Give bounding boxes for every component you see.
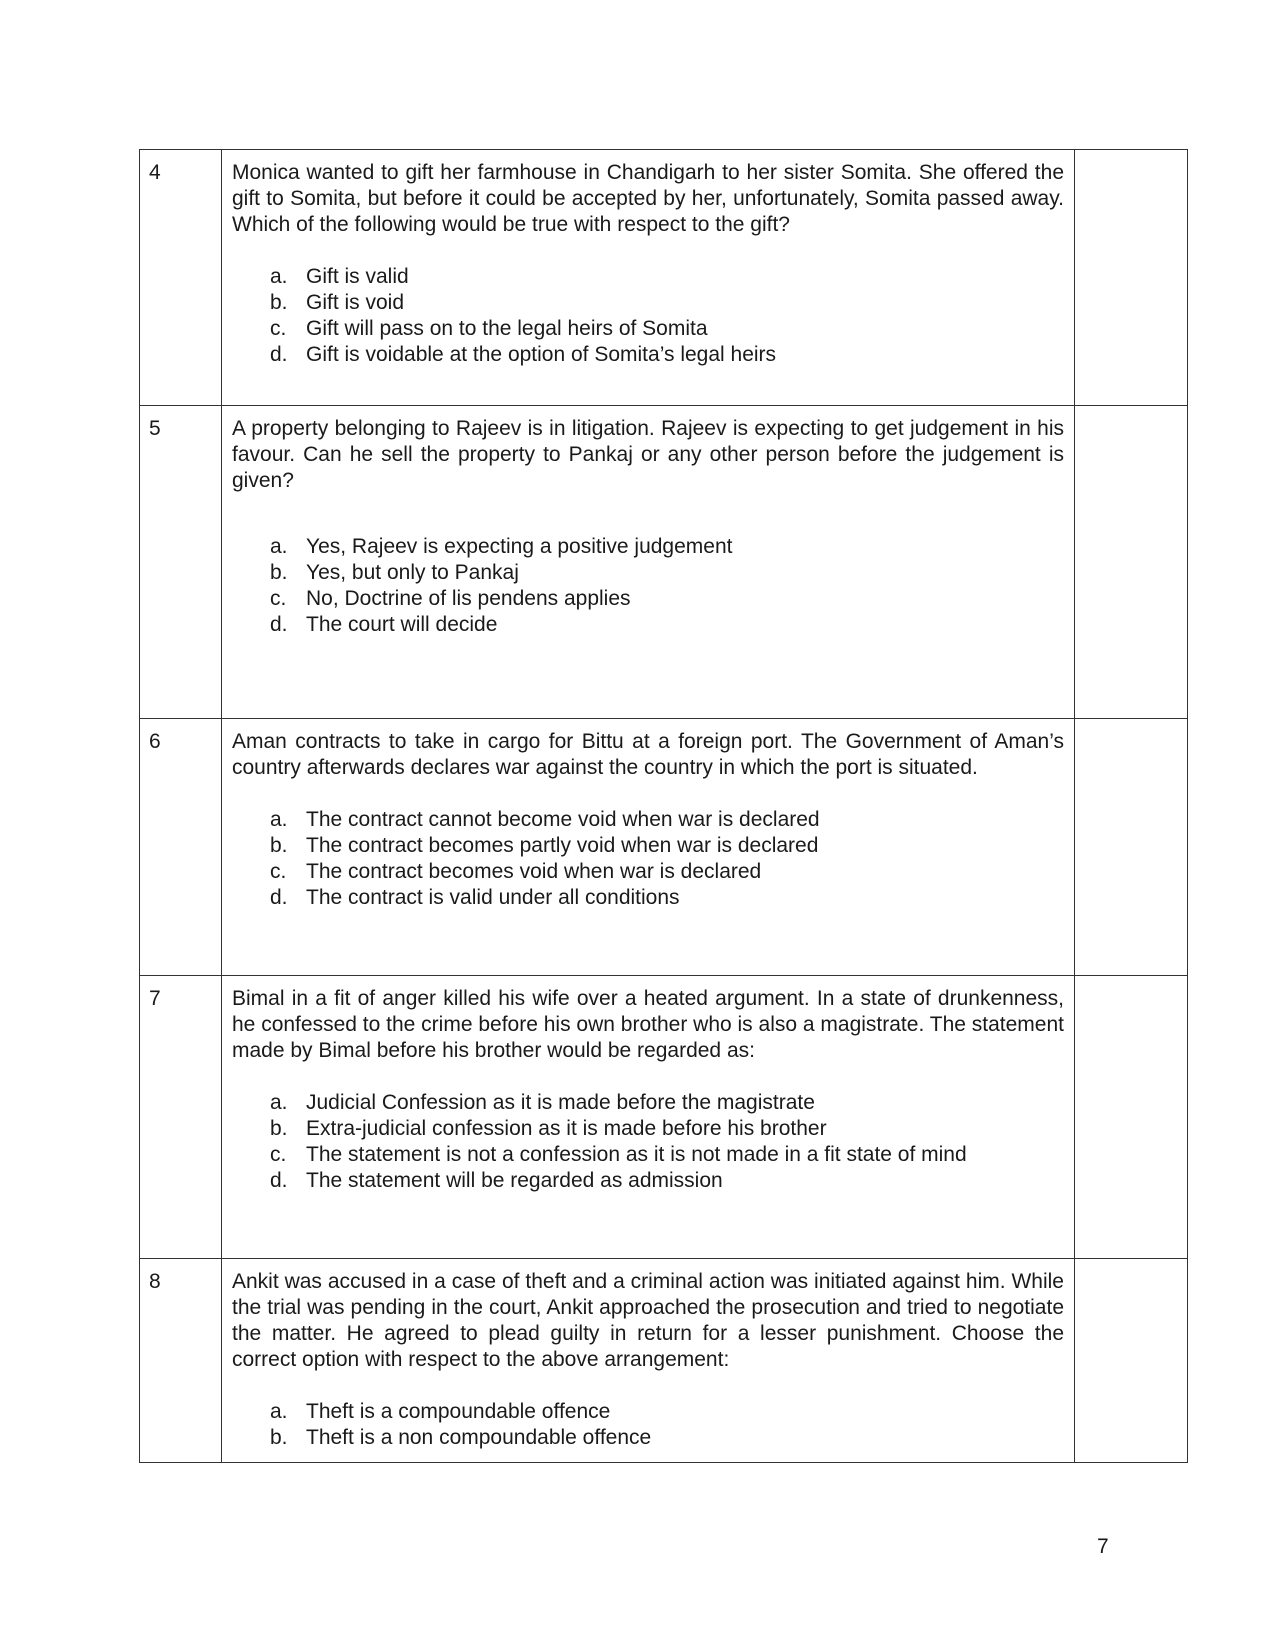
option-letter: d. <box>270 1169 288 1192</box>
option-letter: a. <box>270 808 288 831</box>
option-letter: d. <box>270 343 288 366</box>
option-letter: c. <box>270 1143 287 1166</box>
option-item <box>270 560 1064 586</box>
option-text: The contract cannot become void when war is declared <box>306 808 820 831</box>
option-text: The contract becomes partly void when war is declared <box>306 834 819 857</box>
option-item <box>270 586 1064 612</box>
option-letter: a. <box>270 1400 288 1423</box>
option-text: Extra-judicial confession as it is made before his brother <box>306 1117 827 1140</box>
question-number: 8 <box>149 1270 161 1293</box>
option-text: The statement will be regarded as admission <box>306 1169 723 1192</box>
option-item <box>270 264 1064 290</box>
option-item <box>270 612 1064 638</box>
option-item <box>270 1399 1064 1425</box>
answer-cell <box>1075 1259 1188 1463</box>
questions-table <box>139 149 1188 1463</box>
question-number: 6 <box>149 730 161 753</box>
option-item <box>270 290 1064 316</box>
option-item <box>270 833 1064 859</box>
answer-cell <box>1075 976 1188 1259</box>
question-number-cell <box>140 1259 222 1463</box>
question-number-cell <box>140 976 222 1259</box>
question-text: Monica wanted to gift her farmhouse in Chandigarh to her sister Somita. She offered the gift to Somita, but before it could be accepted by her, unfortunately, Somita passed away. Which of the following would be true with respect to the gift? <box>232 161 1064 236</box>
option-text: Theft is a non compoundable offence <box>306 1426 652 1449</box>
answer-cell <box>1075 150 1188 406</box>
question-content-cell <box>222 406 1075 719</box>
question-row <box>140 406 1188 719</box>
question-row <box>140 150 1188 406</box>
option-text: Gift is void <box>306 291 405 314</box>
option-letter: c. <box>270 587 287 610</box>
question-text: Ankit was accused in a case of theft and a criminal action was initiated against him. While the trial was pending in the court, Ankit approached the prosecution and tried to negotiate the matter. He agreed to plead guilty in return for a lesser punishment. Choose the correct option with respect to the above arrangement: <box>232 1270 1064 1371</box>
question-number: 5 <box>149 417 161 440</box>
option-letter: b. <box>270 291 288 314</box>
option-item <box>270 1425 1064 1451</box>
question-content-cell <box>222 150 1075 406</box>
option-letter: b. <box>270 1117 288 1140</box>
option-text: The contract becomes void when war is declared <box>306 860 762 883</box>
option-letter: a. <box>270 535 288 558</box>
option-letter: d. <box>270 613 288 636</box>
option-letter: a. <box>270 265 288 288</box>
question-row <box>140 719 1188 976</box>
option-text: Gift is voidable at the option of Somita’s legal heirs <box>306 343 777 366</box>
question-number-cell <box>140 719 222 976</box>
option-item <box>270 1116 1064 1142</box>
answer-cell <box>1075 406 1188 719</box>
question-row <box>140 976 1188 1259</box>
question-number-cell <box>140 406 222 719</box>
option-letter: d. <box>270 886 288 909</box>
option-item <box>270 807 1064 833</box>
question-content-cell <box>222 976 1075 1259</box>
option-letter: b. <box>270 561 288 584</box>
option-item <box>270 316 1064 342</box>
options-list <box>232 1090 1064 1194</box>
option-item <box>270 1142 1064 1168</box>
question-text: A property belonging to Rajeev is in litigation. Rajeev is expecting to get judgement in his favour. Can he sell the property to Pankaj or any other person before the judgement is given? <box>232 417 1064 492</box>
question-number: 4 <box>149 161 161 184</box>
question-content-cell <box>222 1259 1075 1463</box>
option-text: The statement is not a confession as it is not made in a fit state of mind <box>306 1143 967 1166</box>
options-list <box>232 807 1064 911</box>
option-letter: a. <box>270 1091 288 1114</box>
option-letter: b. <box>270 834 288 857</box>
option-item <box>270 885 1064 911</box>
option-letter: b. <box>270 1426 288 1449</box>
question-row <box>140 1259 1188 1463</box>
option-text: Yes, but only to Pankaj <box>306 561 519 584</box>
answer-cell <box>1075 719 1188 976</box>
option-item <box>270 859 1064 885</box>
options-list <box>232 1399 1064 1451</box>
option-letter: c. <box>270 317 287 340</box>
option-text: Judicial Confession as it is made before the magistrate <box>306 1091 815 1114</box>
options-list <box>232 264 1064 368</box>
option-letter: c. <box>270 860 287 883</box>
question-number: 7 <box>149 987 161 1010</box>
options-list <box>232 534 1064 638</box>
option-item <box>270 1168 1064 1194</box>
option-text: No, Doctrine of lis pendens applies <box>306 587 631 610</box>
option-text: The court will decide <box>306 613 498 636</box>
page-number: 7 <box>1097 1535 1109 1558</box>
option-text: Gift is valid <box>306 265 409 288</box>
option-item <box>270 534 1064 560</box>
question-content-cell <box>222 719 1075 976</box>
option-text: Yes, Rajeev is expecting a positive judgement <box>306 535 733 558</box>
option-item <box>270 342 1064 368</box>
question-text: Aman contracts to take in cargo for Bittu at a foreign port. The Government of Aman’s country afterwards declares war against the country in which the port is situated. <box>232 730 1064 779</box>
option-item <box>270 1090 1064 1116</box>
question-number-cell <box>140 150 222 406</box>
option-text: The contract is valid under all conditions <box>306 886 680 909</box>
question-text: Bimal in a fit of anger killed his wife over a heated argument. In a state of drunkenness, he confessed to the crime before his own brother who is also a magistrate. The statement made by Bimal before his brother would be regarded as: <box>232 987 1064 1062</box>
option-text: Theft is a compoundable offence <box>306 1400 611 1423</box>
option-text: Gift will pass on to the legal heirs of Somita <box>306 317 708 340</box>
